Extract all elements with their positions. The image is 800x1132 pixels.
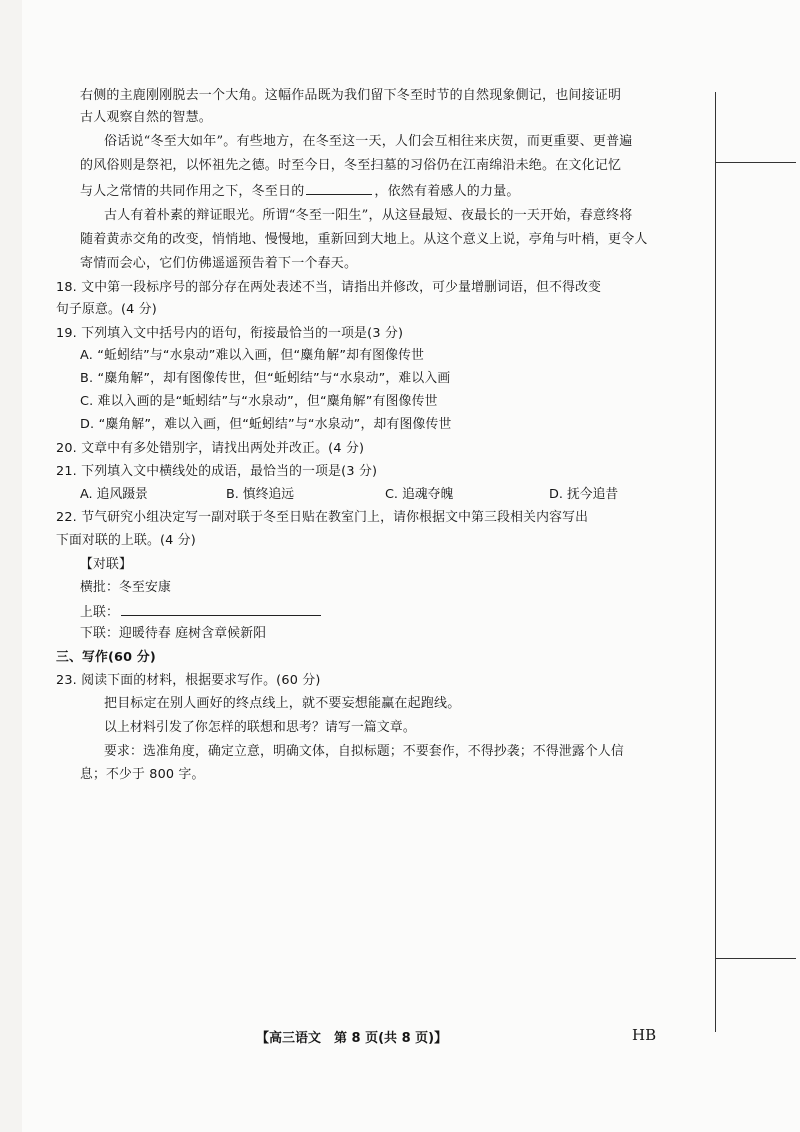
passage-line-5-part-b: ，依然有着感人的力量。	[374, 184, 520, 199]
question-19-option-b: B. “麋角解”，却有图像传世，但“蚯蚓结”与“水泉动”，难以入画	[80, 371, 451, 386]
question-22-line-2: 下面对联的上联。(4 分)	[56, 533, 196, 548]
binding-tick-bottom	[716, 958, 796, 959]
passage-line-2: 古人观察自然的智慧。	[80, 110, 213, 125]
page-footer: 【高三语文 第 8 页(共 8 页)】	[256, 1031, 448, 1046]
passage-line-5	[80, 180, 700, 202]
writing-prompt: 以上材料引发了你怎样的联想和思考？请写一篇文章。	[104, 720, 416, 735]
question-19-option-a: A. “蚯蚓结”与“水泉动”难以入画，但“麋角解”却有图像传世	[80, 348, 425, 363]
question-18-line-1: 18. 文中第一段标序号的部分存在两处表述不当，请指出并修改，可少量增删词语，但不得改变	[56, 280, 602, 295]
binding-margin-line	[715, 92, 716, 1032]
binding-tick-top	[716, 162, 796, 163]
couplet-hengpi: 横批：冬至安康	[80, 580, 171, 595]
passage-line-6: 古人有着朴素的辩证眼光。所谓“冬至一阳生”，从这昼最短、夜最长的一天开始，春意终将	[104, 208, 633, 223]
question-21-option-b: B. 慎终追远	[226, 487, 295, 502]
writing-requirement-line-2: 息；不少于 800 字。	[80, 767, 205, 782]
couplet-header: 【对联】	[80, 557, 132, 572]
writing-requirement-line-1: 要求：选准角度，确定立意，明确文体，自拟标题；不要套作，不得抄袭；不得泄露个人信	[104, 744, 624, 759]
question-23: 23. 阅读下面的材料，根据要求写作。(60 分)	[56, 673, 321, 688]
question-19-option-d: D. “麋角解”，难以入画，但“蚯蚓结”与“水泉动”，却有图像传世	[80, 417, 452, 432]
question-22-line-1: 22. 节气研究小组决定写一副对联于冬至日贴在教室门上，请你根据文中第三段相关内容写出	[56, 510, 589, 525]
writing-material: 把目标定在别人画好的终点线上，就不要妄想能赢在起跑线。	[104, 696, 461, 711]
couplet-shanglian	[80, 601, 700, 623]
couplet-shanglian-label: 上联：	[80, 605, 119, 620]
passage-line-7: 随着黄赤交角的改变，悄悄地、慢慢地，重新回到大地上。从这个意义上说，亭角与叶梢，更令人	[80, 232, 648, 247]
idiom-blank	[306, 180, 372, 195]
question-20: 20. 文章中有多处错别字，请找出两处并改正。(4 分)	[56, 441, 365, 456]
question-21-option-c: C. 追魂夺魄	[385, 487, 454, 502]
question-21: 21. 下列填入文中横线处的成语，最恰当的一项是(3 分)	[56, 464, 378, 479]
passage-line-1: 右侧的主鹿刚刚脱去一个大角。这幅作品既为我们留下冬至时节的自然现象側记，也间接证明	[80, 88, 622, 103]
question-21-option-a: A. 追风蹑景	[80, 487, 148, 502]
writing-section-title: 三、写作(60 分)	[56, 650, 156, 665]
couplet-xialian: 下联：迎暖待春 庭树含章候新阳	[80, 626, 267, 641]
question-19: 19. 下列填入文中括号内的语句，衔接最恰当的一项是(3 分)	[56, 326, 404, 341]
couplet-shanglian-blank	[121, 601, 321, 616]
passage-line-3: 俗话说“冬至大如年”。有些地方，在冬至这一天，人们会互相往来庆贺，而更重要、更普遍	[104, 134, 633, 149]
passage-line-4: 的风俗则是祭祀，以怀祖先之德。时至今日，冬至扫墓的习俗仍在江南绵沿未绝。在文化记忆	[80, 158, 622, 173]
paper-code: HB	[632, 1026, 657, 1044]
question-19-option-c: C. 难以入画的是“蚯蚓结”与“水泉动”，但“麋角解”有图像传世	[80, 394, 438, 409]
passage-line-8: 寄情而会心，它们仿佛遥遥预告着下一个春天。	[80, 256, 358, 271]
question-18-line-2: 句子原意。(4 分)	[56, 302, 157, 317]
question-21-option-d: D. 抚今追昔	[549, 487, 619, 502]
passage-line-5-part-a: 与人之常情的共同作用之下，冬至日的	[80, 184, 305, 199]
